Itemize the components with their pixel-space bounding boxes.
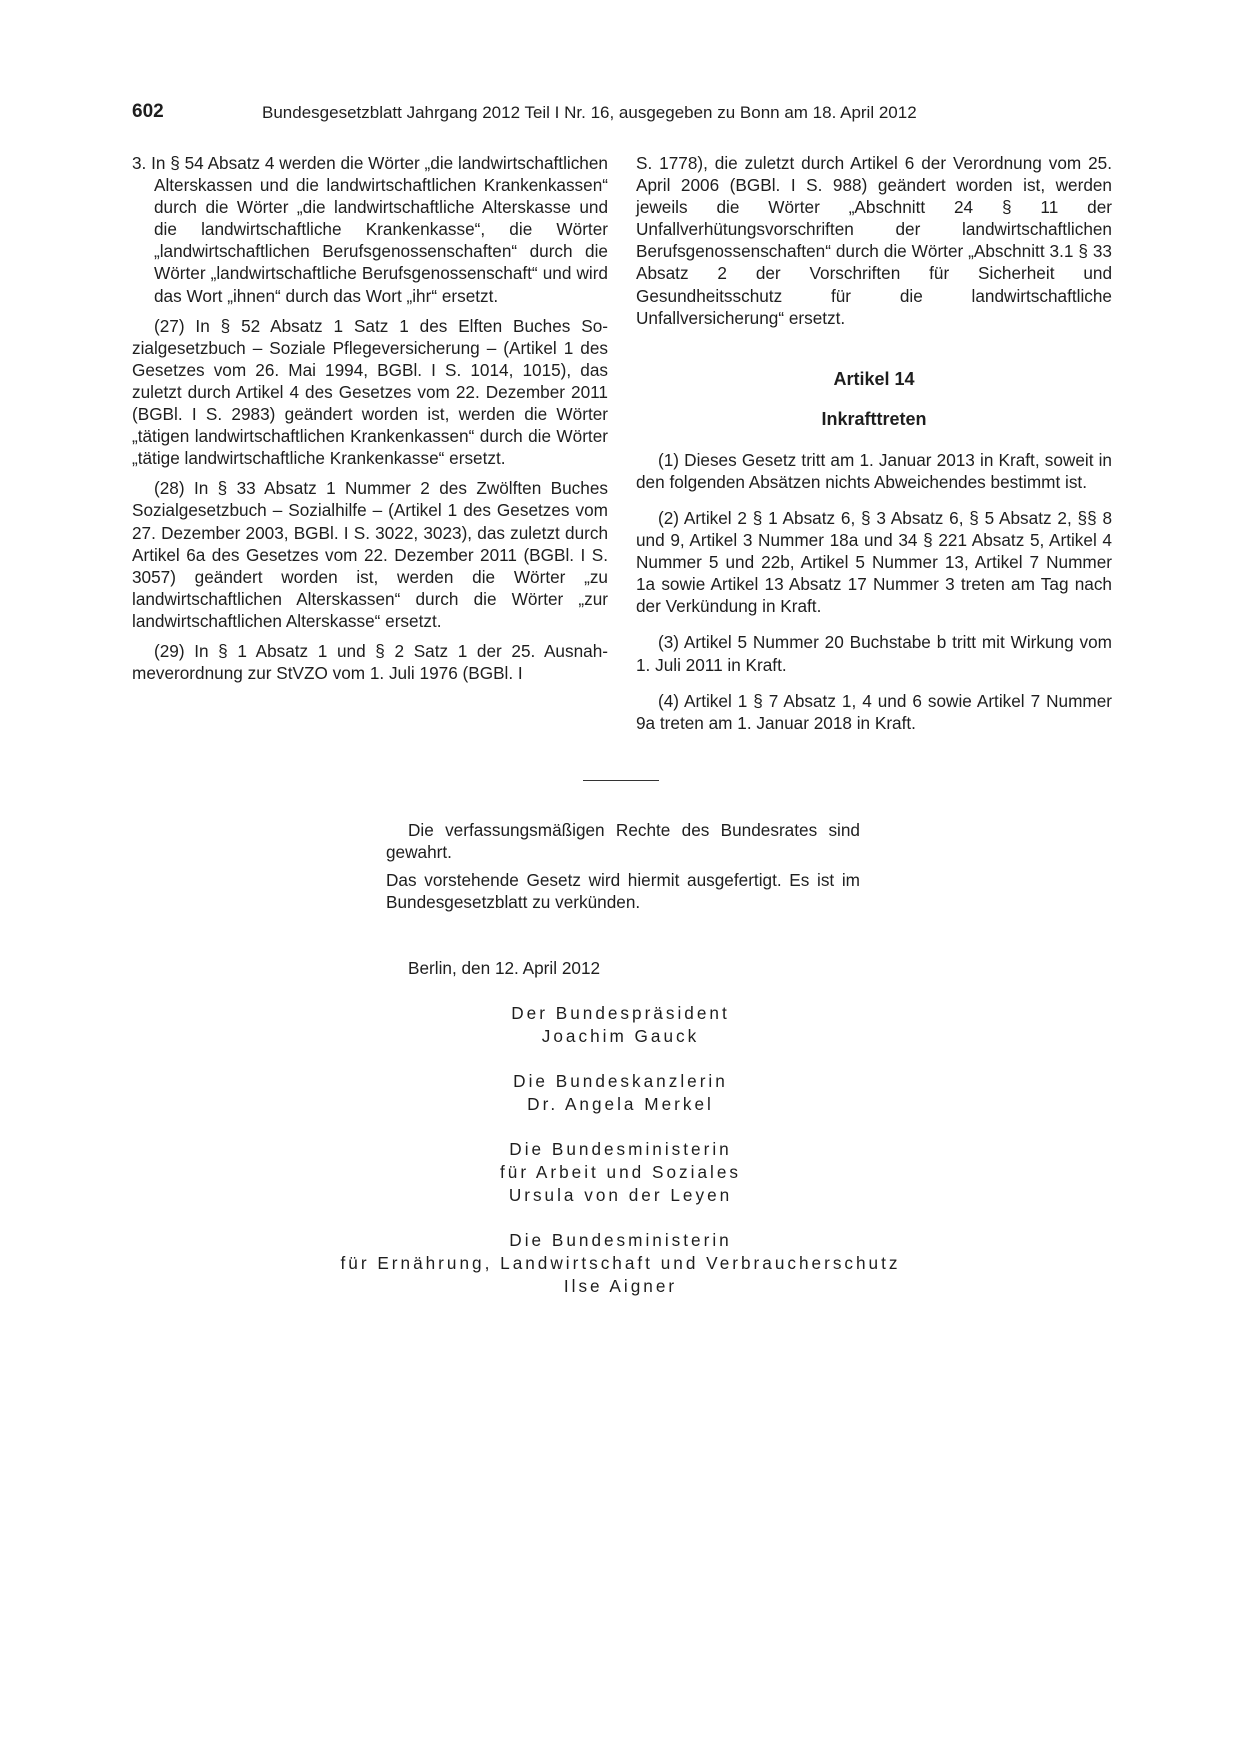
amendment-item-3: 3. In § 54 Absatz 4 werden die Wörter „die landwirtschaftlichen Alterskassen und die landwirtschaftlichen Krankenkassen“ durch die Wörter „die landwirtschaftliche Alterskasse und die landwirtschaftliche Krankenkasse“, die Wörter „landwirtschaftlichen Berufsgenossenschaften“ durch die Wörter „landwirtschaftliche Berufsgenossenschaft“ und wird das Wort „ihnen“ durch das Wort „ihr“ ersetzt. [132, 153, 608, 306]
article-paragraph-2: (2) Artikel 2 § 1 Absatz 6, § 3 Absatz 6, § 5 Absatz 2, §§ 8 und 9, Artikel 3 Nummer 18a und 34 § 221 Absatz 5, Artikel 4 Nummer 5 und 22b, Artikel 5 Nummer 13, Artikel 7 Nummer 1a sowie Artikel 13 Absatz 17 Nummer 3 treten am Tag nach der Verkündung in Kraft. [636, 507, 1112, 617]
article-number: Artikel 14 [833, 368, 915, 389]
paragraph-29-continued: S. 1778), die zuletzt durch Artikel 6 der Verordnung vom 25. April 2006 (BGBl. I S. 988) geändert worden ist, werden jeweils die Wörter „Abschnitt 24 § 11 der Unfallverhütungsvorschriften der landwirtschaftlichen Berufsgenossenschaften“ durch die Wörter „Abschnitt 3.1 § 33 Absatz 2 der Vorschriften für Sicherheit und Gesundheitsschutz für die landwirtschaftliche Unfallversicherung“ ersetzt. [636, 153, 1112, 328]
paragraph-27: (27) In § 52 Absatz 1 Satz 1 des Elften Buches Sozialgesetzbuch – Soziale Pflegeversicherung – (Artikel 1 des Gesetzes vom 26. Mai 1994, BGBl. I S. 1014, 1015), das zuletzt durch Artikel 4 des Gesetzes vom 22. Dezember 2011 (BGBl. I S. 2983) geändert worden ist, werden die Wörter „tätigen landwirtschaftlichen Krankenkassen“ durch die Wörter „tätige landwirtschaftliche Krankenkasse“ ersetzt. [132, 315, 608, 469]
signatory-name: Dr. Angela Merkel [527, 1094, 714, 1114]
section-divider [583, 780, 659, 781]
signatory-title: Die Bundesministerin [509, 1139, 732, 1159]
rights-statement: Die verfassungsmäßigen Rechte des Bundesrates sind gewahrt. [386, 820, 860, 863]
signatory-title: Die Bundeskanzlerin [513, 1071, 728, 1091]
signatory-name: Ursula von der Leyen [508, 1185, 733, 1205]
signatory-name: Joachim Gauck [541, 1026, 700, 1046]
article-paragraph-3: (3) Artikel 5 Nummer 20 Buchstabe b tritt mit Wirkung vom 1. Juli 2011 in Kraft. [636, 632, 1112, 675]
left-column [132, 152, 608, 692]
signatory-portfolio: für Ernährung, Landwirtschaft und Verbraucherschutz [340, 1253, 901, 1273]
signatory-agriculture-minister [0, 1229, 1241, 1298]
signatory-name: Ilse Aigner [563, 1276, 678, 1296]
article-paragraph-4: (4) Artikel 1 § 7 Absatz 1, 4 und 6 sowie Artikel 7 Nummer 9a treten am 1. Januar 2018 in Kraft. [636, 690, 1112, 733]
closing-formula [386, 819, 860, 919]
article-title: Inkrafttreten [821, 408, 927, 429]
paragraph-28: (28) In § 33 Absatz 1 Nummer 2 des Zwölften Buches Sozialgesetzbuch – Sozialhilfe – (Artikel 1 des Gesetzes vom 27. Dezember 2003, BGBl. I S. 3022, 3023), das zuletzt durch Artikel 6a des Gesetzes vom 22. Dezember 2011 (BGBl. I S. 3057) geändert worden ist, werden die Wörter „zu landwirtschaftlichen Alterskassen“ durch die Wörter „zur landwirtschaftlichen Alterskasse“ ersetzt. [132, 478, 608, 631]
paragraph-29: (29) In § 1 Absatz 1 und § 2 Satz 1 der 25. Ausnahmeverordnung zur StVZO vom 1. Juli 1976 (BGBl. I [132, 640, 608, 684]
signature-block [0, 1002, 1241, 1320]
signatory-chancellor [0, 1070, 1241, 1116]
signatory-portfolio: für Arbeit und Soziales [500, 1162, 741, 1182]
place-date: Berlin, den 12. April 2012 [408, 958, 601, 978]
page-header [132, 101, 1112, 127]
running-title: Bundesgesetzblatt Jahrgang 2012 Teil I Nr. 16, ausgegeben zu Bonn am 18. April 2012 [262, 103, 917, 122]
signatory-president [0, 1002, 1241, 1048]
signatory-labour-minister [0, 1138, 1241, 1207]
page-number: 602 [132, 101, 164, 122]
right-column [636, 152, 1112, 748]
signatory-title: Die Bundesministerin [509, 1230, 732, 1250]
article-paragraph-1: (1) Dieses Gesetz tritt am 1. Januar 2013 in Kraft, soweit in den folgenden Absätzen nichts Abweichendes bestimmt ist. [636, 449, 1112, 492]
signatory-title: Der Bundespräsident [511, 1003, 730, 1023]
promulgation-statement: Das vorstehende Gesetz wird hiermit ausgefertigt. Es ist im Bundesgesetzblatt zu verkünden. [386, 870, 860, 913]
